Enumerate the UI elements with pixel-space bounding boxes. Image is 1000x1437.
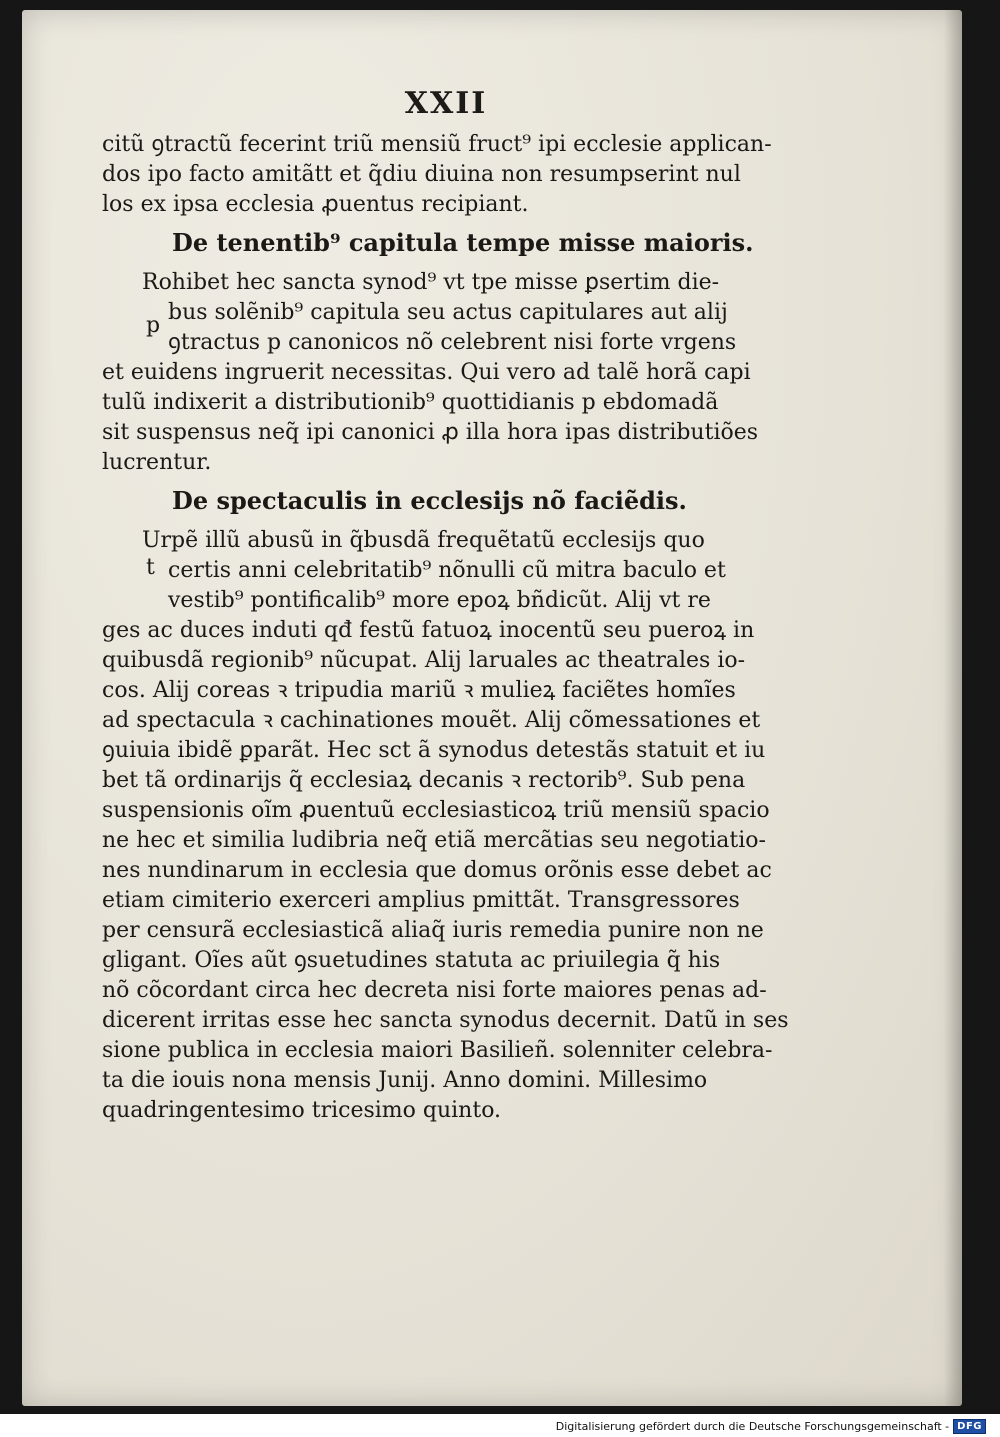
dfg-logo-icon: DFG — [953, 1419, 986, 1434]
text-line: et euidens ingruerit necessitas. Qui vero ad talẽ horã capi — [102, 360, 751, 385]
page-text-block — [102, 130, 802, 1126]
text-line: quadringentesimo tricesimo quinto. — [102, 1098, 502, 1123]
text-line: bus solẽnib⁹ capitula seu actus capitulares aut alij — [168, 300, 728, 325]
text-line: tulũ indixerit a distributionib⁹ quottidianis p ebdomadã — [102, 390, 719, 415]
folio-number: XXII — [404, 86, 488, 121]
text-line: etiam cimiterio exerceri amplius pmittãt. Transgressores — [102, 888, 740, 913]
text-line: ta die iouis nona mensis Junij. Anno domini. Millesimo — [102, 1068, 708, 1093]
page-fold-shadow — [944, 10, 962, 1406]
text-line: nõ cõcordant circa hec decreta nisi forte maiores penas ad- — [102, 978, 767, 1003]
text-line: sione publica in ecclesia maiori Basilieñ. solenniter celebra- — [102, 1038, 773, 1063]
text-line: dos ipo facto amitãtt et q̃diu diuina non resumpserint nul — [102, 162, 741, 187]
text-line: nes nundinarum in ecclesia que domus orõnis esse debet ac — [102, 858, 772, 883]
text-line: ne hec et similia ludibria neq̃ etiã mercãtias seu negotiatio- — [102, 828, 766, 853]
text-line: ꝯtractus p canonicos nõ celebrent nisi forte vrgens — [168, 330, 737, 355]
text-line: dicerent irritas esse hec sancta synodus decernit. Datũ in ses — [102, 1008, 789, 1033]
text-line: ad spectacula ꝛ cachinationes mouẽt. Alij cõmessationes et — [102, 708, 761, 733]
guide-letter-t: t — [146, 555, 155, 580]
text-line: certis anni celebritatib⁹ nõnulli cũ mitra baculo et — [168, 558, 726, 583]
text-line: quibusdã regionib⁹ nũcupat. Alij laruales ac theatrales io- — [102, 648, 746, 673]
text-line: los ex ipsa ecclesia ꝓuentus recipiant. — [102, 192, 529, 217]
text-line: Urpẽ illũ abusũ in q̃busdã frequẽtatũ ecclesijs quo — [142, 528, 705, 553]
text-line: lucrentur. — [102, 450, 212, 475]
section-heading: De spectaculis in ecclesijs nõ faciẽdis. — [172, 486, 687, 515]
book-page — [22, 10, 962, 1406]
section-heading: De tenentib⁹ capitula tempe misse maioris. — [172, 228, 754, 257]
text-line: suspensionis oĩm ꝓuentuũ ecclesiasticoꝝ triũ mensiũ spacio — [102, 798, 770, 823]
digitization-footer — [556, 1418, 986, 1434]
text-line: ꝯuiuia ibidẽ ꝑparãt. Hec sct ã synodus detestãs statuit et iu — [102, 738, 766, 763]
footer-credit: Digitalisierung gefördert durch die Deutsche Forschungsgemeinschaft - — [555, 1419, 950, 1433]
text-line: sit suspensus neq̃ ipi canonici ꝓ illa hora ipas distributiões — [102, 420, 759, 445]
text-line: Rohibet hec sancta synod⁹ vt tpe misse ꝑsertim die- — [142, 270, 720, 295]
text-line: gligant. Oĩes aũt ꝯsuetudines statuta ac priuilegia q̃ his — [102, 948, 721, 973]
text-line: ges ac duces induti qđ festũ fatuoꝝ inocentũ seu pueroꝝ in — [102, 618, 755, 643]
text-line: citũ ꝯtractũ fecerint triũ mensiũ fruct⁹ ipi ecclesie applican- — [102, 132, 772, 157]
text-line: vestib⁹ pontificalib⁹ more epoꝝ bñdicũt. Alij vt re — [168, 588, 711, 613]
text-line: bet tã ordinarijs q̃ ecclesiaꝝ decanis ꝛ rectorib⁹. Sub pena — [102, 768, 746, 793]
guide-letter-p: p — [146, 313, 161, 338]
text-line: cos. Alij coreas ꝛ tripudia mariũ ꝛ mulieꝝ faciẽtes homĩes — [102, 678, 736, 703]
text-line: per censurã ecclesiasticã aliaq̃ iuris remedia punire non ne — [102, 918, 764, 943]
